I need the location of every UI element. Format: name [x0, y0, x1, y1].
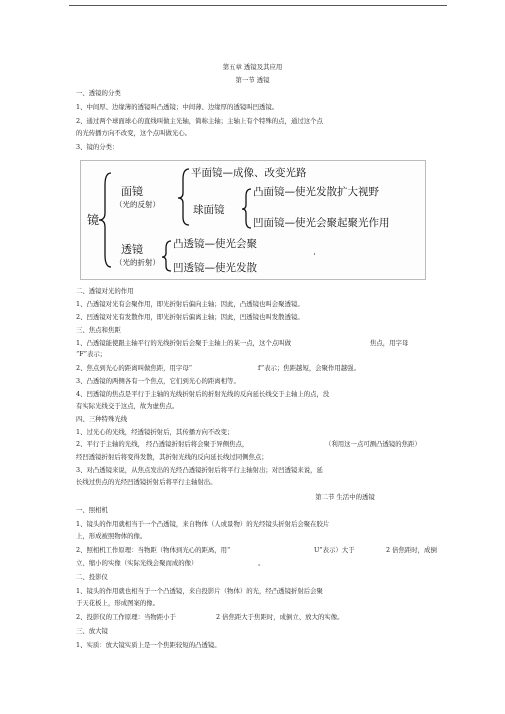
text-line: 2、凹透镜对光有发散作用，即光折射后偏离主轴；因此，凹透镜也叫发散透镜。	[76, 313, 304, 321]
lens-brace	[162, 241, 171, 271]
text-line: 1、凸透镜能使跟主轴平行的光线折射后会聚于主轴上的某一点，这个点叫做	[76, 339, 291, 347]
diagram-lens-sub: （光的折射）	[115, 258, 160, 267]
diagram-mirror: 面镜	[121, 185, 143, 198]
diagram-dot: ·	[313, 250, 316, 260]
diagram-convex-lens: 凸透镜—使光会聚	[173, 238, 257, 250]
text-line: （利用这一点可测凸透镜的焦距）	[325, 440, 421, 448]
text-line: 1、镜头的作用就相当于一个凸透镜，来自物体（人或景物）的光经镜头折射后会聚在胶片	[76, 520, 330, 528]
text-line: 3、镜的分类：	[76, 143, 119, 151]
text-line: 2、照相机工作原理：当物距（物体到光心的距离，用“	[76, 546, 231, 554]
text-line: 3、对凸透镜来说，从焦点发出的光经凸透镜折射后将平行主轴射出；对凹透镜来说，延	[76, 466, 323, 474]
chapter-title: 第五章 透镜及其应用	[222, 63, 283, 71]
diagram-lens: 透镜	[121, 243, 143, 256]
text-line: 2、焦点到光心的距离叫做焦距，用字母“	[76, 364, 192, 372]
text-line: 立、缩小的实像（实际光线会聚而成的像）	[76, 559, 198, 567]
diagram-mirror-sub: （光的反射）	[115, 200, 160, 209]
text-line: 1、实质：放大镜实质上是一个焦距较短的凸透镜。	[76, 641, 221, 649]
heading-projector: 二、投影仪	[76, 573, 108, 581]
sphere-brace	[242, 189, 251, 228]
text-line: 2 倍焦距时，成倒	[386, 546, 437, 554]
section2-title: 第二节 生活中的透镜	[315, 493, 375, 501]
heading-classification: 一、透镜的分类	[76, 89, 121, 97]
diagram-sphere-mirror: 球面镜	[193, 204, 225, 216]
mirror-classification-diagram	[80, 160, 426, 280]
diagram-concave-lens: 凹透镜—使光发散	[173, 262, 257, 274]
text-line: 2、投影仪的工作原理：当物距小于	[76, 613, 176, 621]
heading-camera: 一、照相机	[76, 506, 108, 514]
header-rule	[69, 5, 447, 6]
text-line: “F”表示；	[76, 350, 107, 358]
text-line: 2、通过两个球面球心的直线叫做主光轴，简称主轴；主轴上有个特殊的点，通过这个点	[76, 117, 323, 125]
text-line: 长线过焦点的光经凹透镜折射后将平行主轴射出。	[76, 478, 217, 486]
text-line: 1、过光心的光线，经透镜折射后，其传播方向不改变；	[76, 428, 234, 436]
heading-lens-effect: 二、透镜对光的作用	[76, 287, 134, 295]
text-line: 经凹透镜折射后将变得发散，其折射光线的反向延长线过同侧焦点；	[76, 453, 268, 461]
diagram-concave-mirror: 凹面镜—使光会聚起聚光作用	[253, 217, 390, 229]
diagram-root: 镜	[87, 213, 100, 227]
text-line: 2、平行于主轴的光线， 经凸透镜折射后将会聚于异侧焦点，	[76, 440, 249, 448]
text-line: 。	[258, 559, 265, 567]
diagram-convex-mirror: 凸面镜—使光发散扩大视野	[253, 186, 379, 198]
heading-focus: 三、焦点和焦距	[76, 326, 121, 334]
heading-magnifier: 三、放大镜	[76, 627, 108, 635]
heading-special-rays: 四、三种特殊光线	[76, 415, 128, 423]
text-line: 有实际光线交于这点，故为虚焦点。	[76, 402, 179, 410]
text-line: U”表示）大于	[314, 546, 355, 554]
text-line: 1、中间厚、边缘薄的透镜叫凸透镜；中间薄、边缘厚的透镜叫凹透镜。	[76, 103, 279, 111]
text-line: 上，形成被照物体的像。	[76, 532, 147, 540]
text-line: 于天花板上，形成图案的像。	[76, 599, 160, 607]
text-line: 2 倍焦距大于焦距时，成倒立、放大的实像。	[216, 613, 344, 621]
main-brace	[99, 173, 111, 267]
text-line: 4、凹透镜的焦点是平行于主轴的光线折射后的折射光线的反向延长线交于主轴上的点，没	[76, 390, 330, 398]
text-line: f”表示；焦距越短，会聚作用越强。	[258, 364, 360, 372]
text-line: 1、镜头的作用就也相当于一个凸透镜，来自投影片（物体）的光，经凸透镜折射后会聚	[76, 587, 323, 595]
text-line: 3、凸透镜的两侧各有一个焦点，它们到光心的距离相等。	[76, 377, 240, 385]
text-line: 的光传播方向不改变，这个点叫做光心。	[76, 129, 192, 137]
mirror-brace	[178, 169, 189, 225]
text-line: 焦点，用字母	[370, 339, 409, 347]
section-title: 第一节 透镜	[235, 76, 270, 84]
text-line: 1、凸透镜对光有会聚作用，即光折射后偏向主轴；因此，凸透镜也叫会聚透镜。	[76, 300, 304, 308]
diagram-plane-mirror: 平面镜—成像、改变光路	[191, 167, 307, 179]
